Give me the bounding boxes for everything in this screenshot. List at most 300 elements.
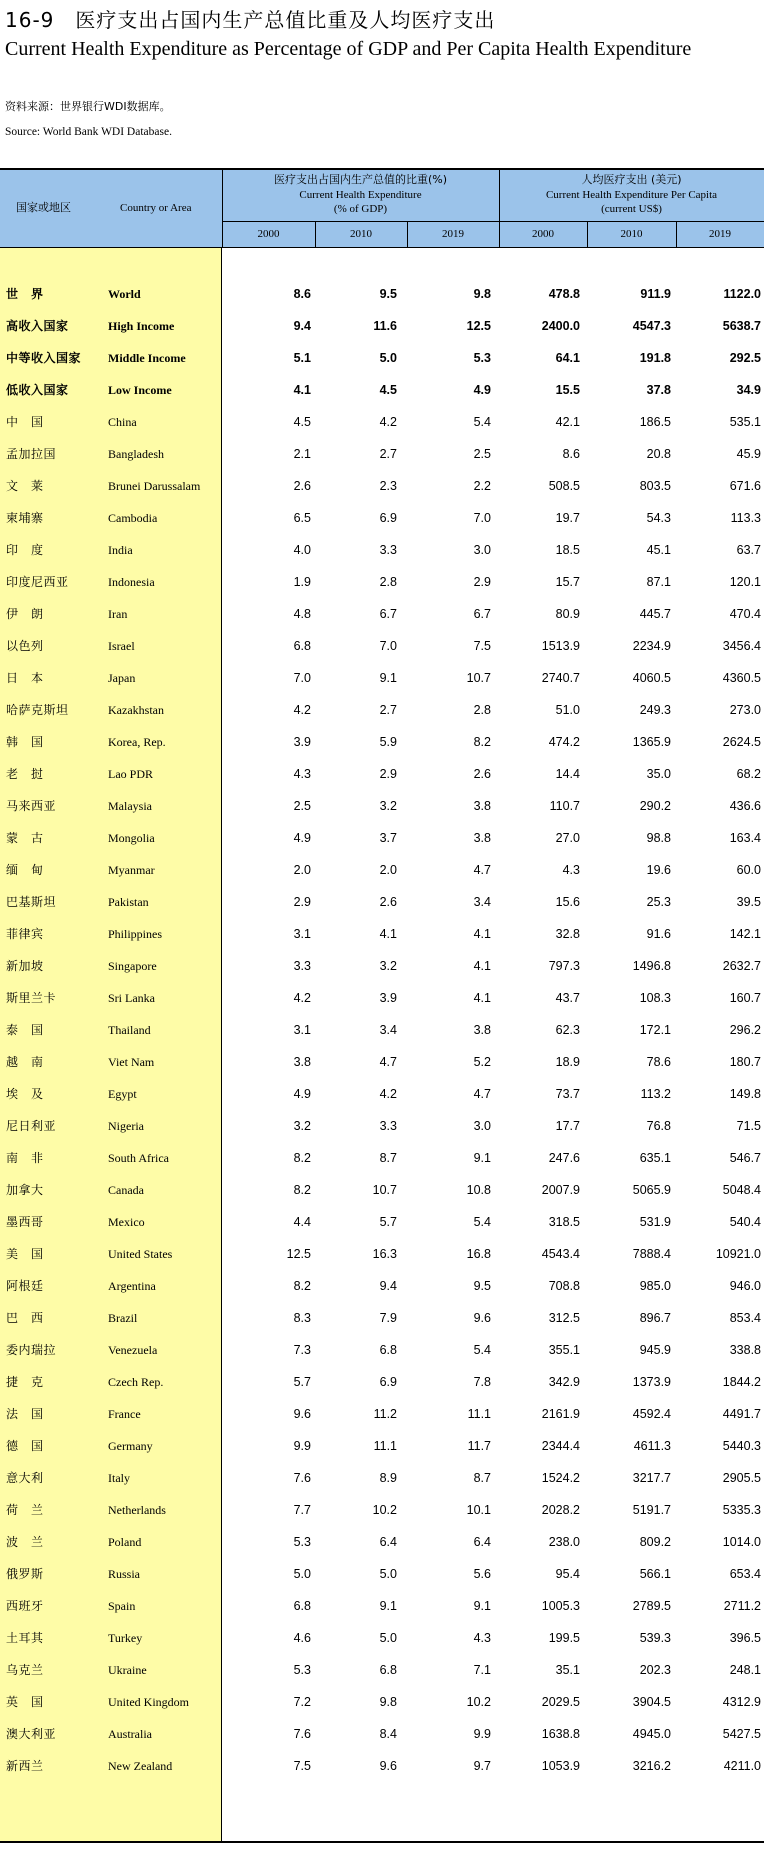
value-cell: 2161.9 [541, 1407, 580, 1421]
country-name-en: Cambodia [108, 511, 158, 525]
value-cell: 9.6 [379, 1759, 397, 1773]
value-cell: 35.0 [646, 767, 671, 781]
country-name-zh: 西班牙 [6, 1599, 44, 1613]
value-cell: 35.1 [555, 1663, 580, 1677]
country-name-zh: 以色列 [6, 639, 44, 653]
country-name-zh: 缅 甸 [6, 863, 44, 877]
table-row [0, 726, 764, 758]
value-cell: 2740.7 [541, 671, 580, 685]
value-cell: 2028.2 [541, 1503, 580, 1517]
country-name-zh: 马来西亚 [6, 799, 57, 813]
value-cell: 3.1 [293, 927, 311, 941]
value-cell: 3217.7 [632, 1471, 671, 1485]
value-cell: 8.9 [379, 1471, 397, 1485]
value-cell: 6.9 [379, 511, 397, 525]
value-cell: 985.0 [639, 1279, 671, 1293]
value-cell: 478.8 [548, 287, 580, 301]
value-cell: 3.8 [293, 1055, 311, 1069]
value-cell: 4.8 [293, 607, 311, 621]
value-cell: 10.7 [466, 671, 491, 685]
value-cell: 5.0 [293, 1567, 311, 1581]
value-cell: 8.2 [293, 1183, 311, 1197]
country-name-en: Ukraine [108, 1663, 147, 1677]
value-cell: 3.0 [473, 1119, 491, 1133]
value-cell: 2.5 [473, 447, 491, 461]
table-row [0, 1366, 764, 1398]
value-cell: 3904.5 [632, 1695, 671, 1709]
table-row [0, 918, 764, 950]
value-cell: 8.6 [562, 447, 580, 461]
value-cell: 186.5 [639, 415, 671, 429]
header-gdp-unit: (% of GDP) [333, 203, 388, 216]
value-cell: 3.2 [379, 959, 397, 973]
value-cell: 27.0 [555, 831, 580, 845]
country-name-en: France [108, 1407, 141, 1421]
country-name-zh: 乌克兰 [6, 1663, 44, 1677]
table-row [0, 630, 764, 662]
value-cell: 5065.9 [632, 1183, 671, 1197]
country-name-en: Kazakhstan [108, 703, 164, 717]
value-cell: 80.9 [555, 607, 580, 621]
value-cell: 4.7 [473, 1087, 491, 1101]
value-cell: 39.5 [736, 895, 761, 909]
country-name-zh: 蒙 古 [6, 831, 44, 845]
country-name-zh: 哈萨克斯坦 [6, 703, 69, 717]
header-country-zh: 国家或地区 [16, 200, 71, 214]
value-cell: 4312.9 [722, 1695, 761, 1709]
value-cell: 4.1 [293, 383, 311, 397]
country-name-zh: 孟加拉国 [6, 447, 57, 461]
header-gdp-en: Current Health Expenditure [299, 188, 422, 201]
country-name-zh: 土耳其 [6, 1631, 44, 1645]
value-cell: 5335.3 [722, 1503, 761, 1517]
value-cell: 945.9 [639, 1343, 671, 1357]
value-cell: 1513.9 [541, 639, 580, 653]
country-name-zh: 世 界 [6, 287, 44, 301]
country-name-zh: 尼日利亚 [6, 1119, 57, 1133]
value-cell: 9.4 [379, 1279, 397, 1293]
country-name-en: Pakistan [108, 895, 149, 909]
value-cell: 15.5 [555, 383, 580, 397]
value-cell: 546.7 [729, 1151, 761, 1165]
value-cell: 5.0 [379, 1567, 397, 1581]
value-cell: 6.7 [379, 607, 397, 621]
value-cell: 5.7 [293, 1375, 311, 1389]
table-row [0, 1110, 764, 1142]
value-cell: 7.0 [379, 639, 397, 653]
table-row [0, 790, 764, 822]
value-cell: 3.4 [379, 1023, 397, 1037]
table-row [0, 1654, 764, 1686]
table-row [0, 1206, 764, 1238]
value-cell: 149.8 [729, 1087, 761, 1101]
country-name-en: Brazil [108, 1311, 138, 1325]
value-cell: 7.0 [473, 511, 491, 525]
value-cell: 4.0 [293, 543, 311, 557]
country-name-en: South Africa [108, 1151, 169, 1165]
value-cell: 248.1 [729, 1663, 761, 1677]
value-cell: 34.9 [736, 383, 761, 397]
country-name-zh: 伊 朗 [6, 607, 44, 621]
country-name-zh: 新西兰 [6, 1759, 44, 1773]
value-cell: 911.9 [640, 287, 671, 301]
value-cell: 4.1 [473, 927, 491, 941]
header-pc-unit: (current US$) [601, 203, 662, 216]
value-cell: 73.7 [555, 1087, 580, 1101]
country-name-zh: 巴 西 [6, 1311, 44, 1325]
country-name-zh: 法 国 [6, 1407, 44, 1421]
value-cell: 45.1 [646, 543, 671, 557]
header-country-en: Country or Area [120, 201, 192, 214]
table-row [0, 1750, 764, 1782]
value-cell: 51.0 [555, 703, 580, 717]
country-name-zh: 意大利 [6, 1471, 44, 1485]
table-header [0, 169, 764, 247]
value-cell: 5.7 [379, 1215, 397, 1229]
country-name-zh: 墨西哥 [6, 1215, 44, 1229]
value-cell: 5.3 [293, 1663, 311, 1677]
value-cell: 202.3 [639, 1663, 671, 1677]
country-name-en: Philippines [108, 927, 163, 941]
value-cell: 78.6 [646, 1055, 671, 1069]
table-row [0, 1462, 764, 1494]
value-cell: 11.1 [467, 1407, 491, 1421]
value-cell: 4.2 [293, 703, 311, 717]
country-name-en: Nigeria [108, 1119, 144, 1133]
value-cell: 2632.7 [722, 959, 761, 973]
value-cell: 5.3 [293, 1535, 311, 1549]
value-cell: 540.4 [729, 1215, 761, 1229]
value-cell: 2789.5 [632, 1599, 671, 1613]
value-cell: 110.7 [549, 799, 580, 813]
country-name-en: China [108, 415, 137, 429]
value-cell: 6.7 [473, 607, 491, 621]
value-cell: 2.7 [379, 447, 397, 461]
country-name-en: Mexico [108, 1215, 145, 1229]
country-name-zh: 文 莱 [6, 479, 44, 493]
table-row [0, 502, 764, 534]
value-cell: 2.6 [293, 479, 311, 493]
table-row [0, 438, 764, 470]
value-cell: 2.9 [473, 575, 491, 589]
value-cell: 2234.9 [632, 639, 671, 653]
table-row [0, 566, 764, 598]
value-cell: 5638.7 [722, 319, 761, 333]
value-cell: 108.3 [639, 991, 671, 1005]
country-name-zh: 柬埔寨 [6, 511, 44, 525]
value-cell: 2007.9 [541, 1183, 580, 1197]
value-cell: 4.1 [473, 959, 491, 973]
country-name-zh: 波 兰 [6, 1535, 44, 1549]
table-row [0, 1430, 764, 1462]
value-cell: 3216.2 [632, 1759, 671, 1773]
value-cell: 1638.8 [541, 1727, 580, 1741]
value-cell: 896.7 [639, 1311, 671, 1325]
value-cell: 10921.0 [715, 1247, 761, 1261]
country-name-zh: 捷 克 [6, 1375, 44, 1389]
table-row [0, 598, 764, 630]
value-cell: 163.4 [729, 831, 761, 845]
value-cell: 9.1 [379, 1599, 397, 1613]
value-cell: 172.1 [639, 1023, 671, 1037]
table-row [0, 1270, 764, 1302]
value-cell: 87.1 [646, 575, 671, 589]
value-cell: 7888.4 [632, 1247, 671, 1261]
value-cell: 3.7 [379, 831, 397, 845]
table-row [0, 1558, 764, 1590]
country-name-en: Russia [108, 1567, 141, 1581]
value-cell: 160.7 [729, 991, 761, 1005]
value-cell: 3.9 [293, 735, 311, 749]
table-row [0, 886, 764, 918]
country-name-en: Sri Lanka [108, 991, 155, 1005]
value-cell: 2.0 [293, 863, 311, 877]
value-cell: 342.9 [548, 1375, 580, 1389]
value-cell: 9.7 [473, 1759, 491, 1773]
value-cell: 1844.2 [722, 1375, 761, 1389]
value-cell: 11.6 [373, 319, 397, 333]
value-cell: 120.1 [729, 575, 761, 589]
country-name-en: Middle Income [108, 351, 186, 365]
value-cell: 18.5 [555, 543, 580, 557]
value-cell: 7.6 [293, 1727, 311, 1741]
value-cell: 17.7 [555, 1119, 580, 1133]
value-cell: 8.2 [473, 735, 491, 749]
value-cell: 436.6 [729, 799, 761, 813]
country-name-en: New Zealand [108, 1759, 173, 1773]
value-cell: 8.2 [293, 1151, 311, 1165]
value-cell: 4.3 [473, 1631, 491, 1645]
country-name-zh: 美 国 [6, 1247, 44, 1261]
table-row [0, 406, 764, 438]
table-title-en: Current Health Expenditure as Percentage of GDP and Per Capita Health Expenditure [5, 38, 692, 60]
value-cell: 8.6 [293, 287, 311, 301]
header-group-per-capita [499, 169, 764, 221]
table-row [0, 662, 764, 694]
value-cell: 470.4 [729, 607, 761, 621]
value-cell: 3.8 [473, 1023, 491, 1037]
value-cell: 4.9 [293, 831, 311, 845]
country-name-en: Netherlands [108, 1503, 166, 1517]
value-cell: 566.1 [639, 1567, 671, 1581]
value-cell: 9.9 [473, 1727, 491, 1741]
table-row [0, 1142, 764, 1174]
value-cell: 9.4 [293, 319, 311, 333]
value-cell: 6.8 [379, 1343, 397, 1357]
table-row [0, 1238, 764, 1270]
value-cell: 6.4 [379, 1535, 397, 1549]
value-cell: 5427.5 [722, 1727, 761, 1741]
header-year-gdp-2000: 2000 [257, 227, 280, 240]
country-name-zh: 斯里兰卡 [6, 991, 57, 1005]
value-cell: 809.2 [639, 1535, 671, 1549]
value-cell: 4.5 [379, 383, 397, 397]
value-cell: 4.2 [379, 1087, 397, 1101]
country-name-zh: 荷 兰 [6, 1503, 44, 1517]
value-cell: 2.8 [379, 575, 397, 589]
country-name-zh: 阿根廷 [6, 1279, 44, 1293]
value-cell: 180.7 [729, 1055, 761, 1069]
value-cell: 7.5 [293, 1759, 311, 1773]
table-row [0, 1686, 764, 1718]
country-name-en: Thailand [108, 1023, 151, 1037]
value-cell: 247.6 [548, 1151, 580, 1165]
header-gdp-zh: 医疗支出占国内生产总值的比重(%) [273, 172, 448, 186]
value-cell: 4.4 [293, 1215, 311, 1229]
country-name-en: Lao PDR [108, 767, 153, 781]
value-cell: 8.7 [473, 1471, 491, 1485]
value-cell: 10.2 [466, 1695, 491, 1709]
value-cell: 4.6 [293, 1631, 311, 1645]
value-cell: 4491.7 [722, 1407, 761, 1421]
country-name-zh: 老 挝 [6, 767, 44, 781]
value-cell: 3.0 [473, 543, 491, 557]
country-name-zh: 埃 及 [6, 1087, 44, 1101]
header-year-gdp-2019: 2019 [442, 227, 464, 240]
value-cell: 4.2 [379, 415, 397, 429]
value-cell: 445.7 [639, 607, 671, 621]
value-cell: 4.7 [473, 863, 491, 877]
value-cell: 1365.9 [632, 735, 671, 749]
value-cell: 7.3 [293, 1343, 311, 1357]
header-pc-en: Current Health Expenditure Per Capita [545, 188, 718, 201]
value-cell: 2029.5 [541, 1695, 580, 1709]
value-cell: 16.8 [466, 1247, 491, 1261]
value-cell: 3.3 [379, 543, 397, 557]
table-row [0, 1718, 764, 1750]
value-cell: 62.3 [555, 1023, 580, 1037]
value-cell: 1.9 [293, 575, 311, 589]
country-name-en: Low Income [108, 383, 172, 397]
value-cell: 3.3 [293, 959, 311, 973]
table-row [0, 822, 764, 854]
value-cell: 19.6 [646, 863, 671, 877]
table-row [0, 278, 764, 310]
header-country [0, 169, 222, 247]
value-cell: 2711.2 [723, 1599, 761, 1613]
value-cell: 60.0 [736, 863, 761, 877]
value-cell: 9.8 [379, 1695, 397, 1709]
country-name-zh: 低收入国家 [6, 383, 69, 397]
value-cell: 2905.5 [722, 1471, 761, 1485]
value-cell: 1496.8 [632, 959, 671, 973]
value-cell: 290.2 [639, 799, 671, 813]
country-name-en: Canada [108, 1183, 144, 1197]
value-cell: 946.0 [729, 1279, 761, 1293]
country-name-zh: 越 南 [6, 1055, 44, 1069]
value-cell: 474.2 [548, 735, 580, 749]
header-year-gdp-2010: 2010 [350, 227, 372, 240]
value-cell: 113.2 [640, 1087, 671, 1101]
value-cell: 296.2 [729, 1023, 761, 1037]
value-cell: 64.1 [555, 351, 580, 365]
value-cell: 5.4 [473, 415, 491, 429]
value-cell: 43.7 [555, 991, 580, 1005]
table-row [0, 758, 764, 790]
country-name-en: High Income [108, 319, 175, 333]
value-cell: 4211.0 [723, 1759, 761, 1773]
value-cell: 1014.0 [722, 1535, 761, 1549]
country-name-en: Indonesia [108, 575, 155, 589]
country-name-en: Turkey [108, 1631, 143, 1645]
value-cell: 5440.3 [722, 1439, 761, 1453]
table-row [0, 982, 764, 1014]
value-cell: 10.1 [466, 1503, 491, 1517]
value-cell: 3.1 [293, 1023, 311, 1037]
value-cell: 853.4 [729, 1311, 761, 1325]
value-cell: 4.1 [473, 991, 491, 1005]
country-name-en: Poland [108, 1535, 142, 1549]
value-cell: 71.5 [736, 1119, 761, 1133]
value-cell: 9.5 [379, 287, 397, 301]
value-cell: 7.7 [293, 1503, 311, 1517]
value-cell: 19.7 [555, 511, 580, 525]
value-cell: 15.6 [555, 895, 580, 909]
country-name-zh: 印度尼西亚 [6, 575, 69, 589]
table-row [0, 950, 764, 982]
value-cell: 1053.9 [541, 1759, 580, 1773]
country-name-zh: 南 非 [6, 1151, 44, 1165]
country-name-en: Germany [108, 1439, 153, 1453]
value-cell: 63.7 [736, 543, 761, 557]
country-name-zh: 俄罗斯 [6, 1567, 44, 1581]
value-cell: 671.6 [729, 479, 761, 493]
value-cell: 3.4 [473, 895, 491, 909]
value-cell: 338.8 [729, 1343, 761, 1357]
value-cell: 5.4 [473, 1343, 491, 1357]
value-cell: 37.8 [646, 383, 671, 397]
value-cell: 9.1 [473, 1599, 491, 1613]
value-cell: 1005.3 [541, 1599, 580, 1613]
header-group-gdp [222, 169, 499, 221]
value-cell: 12.5 [286, 1247, 311, 1261]
value-cell: 2.3 [379, 479, 397, 493]
value-cell: 2.2 [473, 479, 491, 493]
value-cell: 4360.5 [722, 671, 761, 685]
value-cell: 4.7 [379, 1055, 397, 1069]
country-name-zh: 新加坡 [6, 959, 44, 973]
value-cell: 6.8 [293, 639, 311, 653]
value-cell: 7.5 [473, 639, 491, 653]
value-cell: 4547.3 [632, 319, 671, 333]
country-name-en: Egypt [108, 1087, 137, 1101]
value-cell: 5.4 [473, 1215, 491, 1229]
value-cell: 292.5 [729, 351, 761, 365]
value-cell: 8.4 [379, 1727, 397, 1741]
value-cell: 653.4 [729, 1567, 761, 1581]
value-cell: 2.6 [473, 767, 491, 781]
value-cell: 25.3 [646, 895, 671, 909]
value-cell: 2.7 [379, 703, 397, 717]
value-cell: 2624.5 [722, 735, 761, 749]
value-cell: 10.7 [372, 1183, 397, 1197]
value-cell: 42.1 [555, 415, 580, 429]
value-cell: 2.9 [293, 895, 311, 909]
value-cell: 9.5 [473, 1279, 491, 1293]
table-row [0, 1302, 764, 1334]
value-cell: 9.8 [473, 287, 491, 301]
value-cell: 3.3 [379, 1119, 397, 1133]
table-row [0, 1078, 764, 1110]
table-row [0, 470, 764, 502]
value-cell: 6.4 [473, 1535, 491, 1549]
value-cell: 16.3 [372, 1247, 397, 1261]
table-row [0, 1046, 764, 1078]
value-cell: 508.5 [548, 479, 580, 493]
table-row [0, 854, 764, 886]
country-name-zh: 韩 国 [6, 735, 44, 749]
value-cell: 7.0 [293, 671, 311, 685]
